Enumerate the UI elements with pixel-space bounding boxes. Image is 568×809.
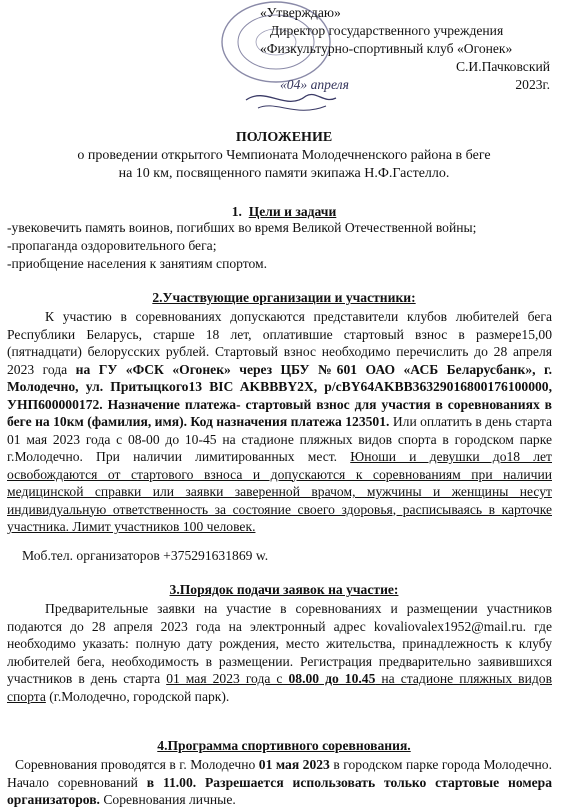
section4-heading: 4.Программа спортивного соревнования. <box>157 738 411 753</box>
section3-heading: 3.Порядок подачи заявок на участие: <box>169 582 399 597</box>
approval-date: «04» апреля <box>280 77 349 92</box>
approval-signature: С.И.Пачковский <box>455 59 550 74</box>
approval-year: 2023г. <box>515 77 550 92</box>
section2-phone: Моб.тел. организаторов +375291631869 w. <box>22 548 269 563</box>
approval-utverzhdayu: «Утверждаю» <box>260 5 341 20</box>
document-subtitle-line1: о проведении открытого Чемпионата Молодечненского района в беге <box>77 148 491 163</box>
document-subtitle-line2: на 10 км, посвященного памяти экипажа Н.Ф.Гастелло. <box>118 166 450 181</box>
approval-block <box>260 4 560 94</box>
approval-position: Директор государственного учреждения <box>270 23 504 38</box>
section2-heading: 2.Участвующие организации и участники: <box>152 290 416 305</box>
section3-paragraph: Предварительные заявки на участие в соревнованиях и размещении участников подаются до 28 апреля 2023 года на электронный адрес kovaliovalex1952@mail.ru. где необходимо указать: полную дату рождения, место жительства, принадлежность к клубу любителей бега, необходимость в размещении. Регистрация предварительно заявившихся участников в день старта 01 мая 2023 года с 08.00 до 10.45 на стадионе пляжных видов спорта (г.Молодечно, городской парк). <box>7 601 552 704</box>
section2-paragraph: К участию в соревнованиях допускаются представители клубов любителей бега Республики Беларусь, старше 18 лет, оплатившие стартовый взнос в размере15,00 (пятнадцати) белорусских рублей. Стартовый взнос необходимо перечислить до 28 апреля 2023 года на ГУ «ФСК «Огонек» через ЦБУ №601 ОАО «АСБ Беларусбанк», г. Молодечно, ул. Притыцкого13 BIC AKBBBY2X, р/сBY64AKBB36329016800176100000, УНП600000172. Назначение платежа- стартовый взнос для участия в соревнованиях в беге на 10км (фамилия, имя). Код назначения платежа 123501. Или оплатить в день старта 01 мая 2023 года с 08-00 до 10-45 на стадионе пляжных видов спорта в городском парке г.Молодечно. При наличии лимитированных мест. Юноши и девушки до18 лет освобождаются от стартового взноса и допускаются к соревнованиям при наличии медицинской справки или заявки заверенной врачом, мужчины и женщины несут индивидуальную ответственность за состояние своего здоровья, расписываясь в карточке участника. Лимит участников 100 человек. <box>7 309 553 534</box>
section1-heading: 1. Цели и задачи <box>231 204 337 219</box>
section1-item: -приобщение населения к занятиям спортом. <box>7 256 268 271</box>
section4-paragraph: Соревнования проводятся в г. Молодечно 01 мая 2023 в городском парке города Молодечно. Начало соревнований в 11.00. Разрешается использовать только стартовые номера организаторов. Соревнования личные. <box>7 757 553 807</box>
section1-item: -пропаганда оздоровительного бега; <box>7 238 217 253</box>
document-title: ПОЛОЖЕНИЕ <box>235 130 333 145</box>
approval-organization: «Физкультурно-спортивный клуб «Огонек» <box>260 41 513 56</box>
section1-item: -увековечить память воинов, погибших во время Великой Отечественной войны; <box>7 220 477 235</box>
